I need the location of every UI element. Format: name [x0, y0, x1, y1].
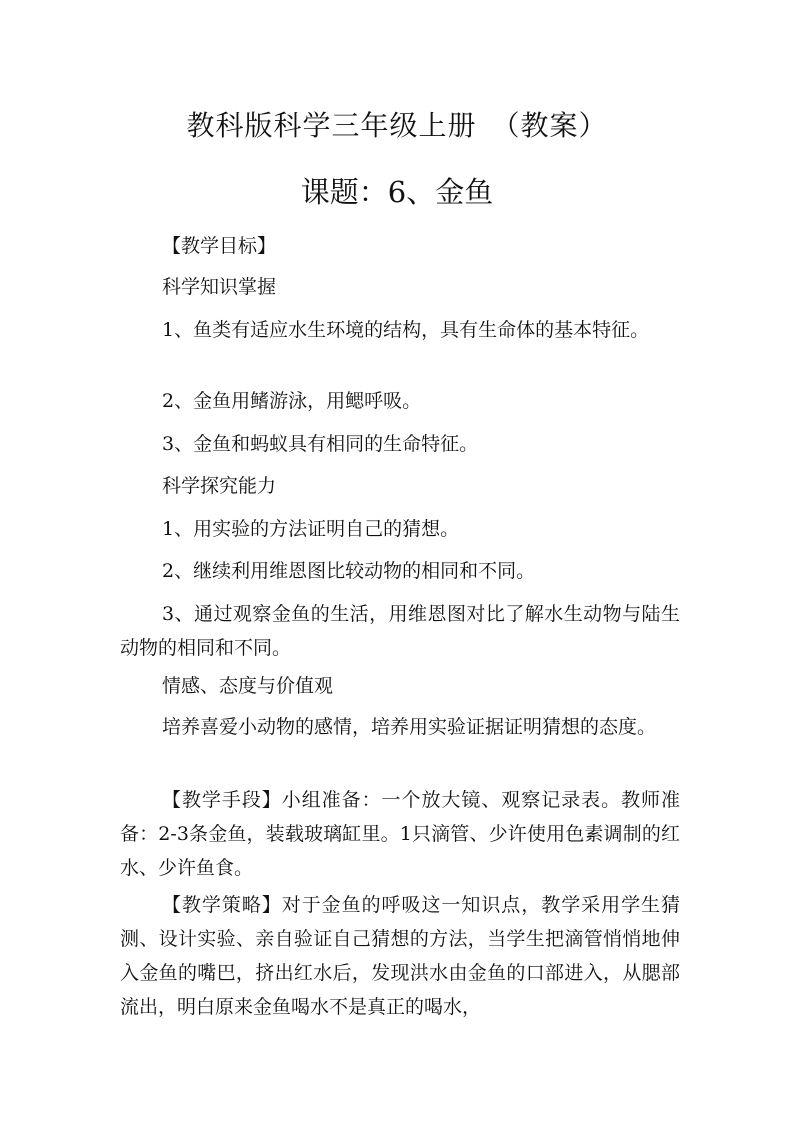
teaching-means: 【教学手段】小组准备：一个放大镜、观察记录表。教师准备：2-3条金鱼，装载玻璃缸里。1只滴管、少许使用色素调制的红水、少许鱼食。 — [120, 789, 680, 879]
goals-heading: 【教学目标】 — [162, 235, 277, 257]
knowledge-heading: 科学知识掌握 — [162, 276, 277, 298]
teaching-strategy: 【教学策略】对于金鱼的呼吸这一知识点，教学采用学生猜测、设计实验、亲自验证自己猜想的方法，当学生把滴管悄悄地伸入金鱼的嘴巴，挤出红水后，发现洪水由金鱼的口部进入，从腮部流出，明白原来金鱼喝水不是真正的喝水， — [120, 894, 680, 1018]
inquiry-item-3: 3、通过观察金鱼的生活，用维恩图对比了解水生动物与陆生动物的相同和不同。 — [120, 603, 680, 659]
inquiry-item-1: 1、用实验的方法证明自己的猜想。 — [162, 518, 460, 540]
inquiry-item-2: 2、继续利用维恩图比较动物的相同和不同。 — [162, 560, 536, 582]
document-title: 教科版科学三年级上册 （教案） — [186, 109, 608, 142]
knowledge-item-2: 2、金鱼用鳍游泳，用鳃呼吸。 — [162, 390, 422, 412]
lesson-title: 课题：6、金鱼 — [300, 175, 494, 209]
knowledge-item-1: 1、鱼类有适应水生环境的结构，具有生命体的基本特征。 — [162, 319, 650, 341]
knowledge-item-3: 3、金鱼和蚂蚁具有相同的生命特征。 — [162, 433, 479, 455]
attitude-heading: 情感、态度与价值观 — [162, 675, 334, 697]
attitude-item-1: 培养喜爱小动物的感情，培养用实验证据证明猜想的态度。 — [162, 716, 657, 738]
inquiry-heading: 科学探究能力 — [162, 475, 277, 497]
